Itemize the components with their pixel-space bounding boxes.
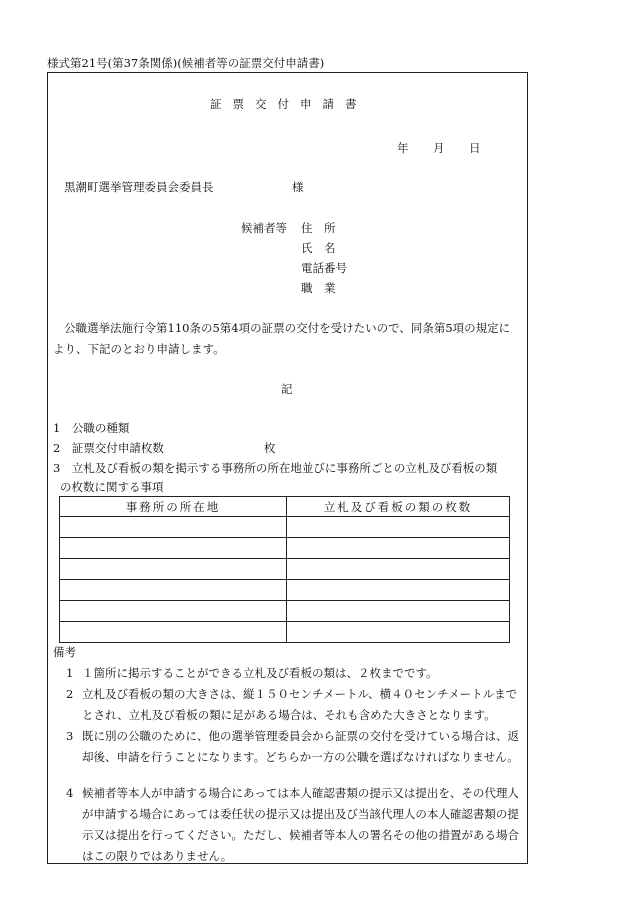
note-text: 立札及び看板の類の大きさは、縦１５０センチメートル、横４０センチメートルまでとされ、立札及び看板の類に足がある場合は、それも含めた大きさとなります。	[82, 687, 518, 722]
item-2: 2 証票交付申請枚数	[53, 441, 164, 455]
table-row[interactable]	[60, 538, 510, 559]
addressee-honorific: 様	[292, 180, 304, 194]
date-day: 日	[469, 141, 481, 155]
table-cell[interactable]	[287, 601, 510, 622]
table-cell[interactable]	[60, 622, 287, 643]
table-cell[interactable]	[287, 538, 510, 559]
body-text-line2: より、下記のとおり申請します。	[53, 342, 225, 356]
item-3-line1: 3 立札及び看板の類を掲示する事務所の所在地並びに事務所ごとの立札及び看板の類	[53, 461, 498, 475]
header-office-location: 事務所の所在地	[60, 497, 287, 517]
applicant-field-phone: 電話番号	[301, 261, 347, 275]
note-number: 1	[66, 666, 74, 680]
note-4	[66, 783, 521, 867]
table-cell[interactable]	[287, 517, 510, 538]
table-row[interactable]	[60, 559, 510, 580]
table-row[interactable]	[60, 622, 510, 643]
table-cell[interactable]	[60, 517, 287, 538]
table-cell[interactable]	[60, 559, 287, 580]
table-row[interactable]	[60, 580, 510, 601]
addressee-name: 黒潮町選挙管理委員会委員長	[64, 180, 214, 194]
applicant-label: 候補者等	[241, 221, 287, 235]
table-cell[interactable]	[287, 559, 510, 580]
table-row[interactable]	[60, 601, 510, 622]
applicant-field-address: 住 所	[301, 221, 336, 235]
body-text-line1: 公職選挙法施行令第110条の5第4項の証票の交付を受けたいので、同条第5項の規定に	[64, 321, 511, 335]
note-text: １箇所に掲示することができる立札及び看板の類は、２枚までです。	[82, 666, 438, 680]
note-text: 既に別の公職のために、他の選挙管理委員会から証票の交付を受けている場合は、返却後、申請を行うことになります。どちらか一方の公職を選ばなければなりません。	[82, 729, 519, 764]
table-cell[interactable]	[60, 580, 287, 601]
form-label: 様式第21号(第37条関係)(候補者等の証票交付申請書)	[47, 56, 325, 70]
table-cell[interactable]	[287, 622, 510, 643]
item-1: 1 公職の種類	[53, 421, 130, 435]
note-number: 3	[66, 729, 74, 743]
applicant-field-occupation: 職 業	[301, 281, 336, 295]
form-title: 証票交付申請書	[210, 97, 368, 111]
date-year: 年	[397, 141, 409, 155]
notes-label: 備考	[53, 645, 76, 659]
item-2-unit: 枚	[264, 441, 276, 455]
note-text: 候補者等本人が申請する場合にあっては本人確認書類の提示又は提出を、その代理人が申請する場合にあっては委任状の提示又は提出及び当該代理人の本人確認書類の提示又は提出を行ってください。ただし、候補者等本人の署名その他の措置がある場合はこの限りではありません。	[82, 786, 519, 863]
note-3	[66, 726, 521, 768]
header-sign-count: 立札及び看板の類の枚数	[287, 497, 510, 517]
applicant-field-name: 氏 名	[301, 241, 336, 255]
table-cell[interactable]	[60, 538, 287, 559]
note-number: 4	[66, 786, 74, 800]
note-number: 2	[66, 687, 74, 701]
table-cell[interactable]	[60, 601, 287, 622]
note-1	[66, 663, 521, 684]
ki-heading: 記	[281, 382, 293, 396]
item-3-line2: の枚数に関する事項	[60, 480, 164, 494]
date-month: 月	[433, 141, 445, 155]
note-2	[66, 684, 521, 726]
table-header-row	[60, 497, 510, 517]
office-signs-table	[59, 496, 510, 643]
table-cell[interactable]	[287, 580, 510, 601]
table-row[interactable]	[60, 517, 510, 538]
